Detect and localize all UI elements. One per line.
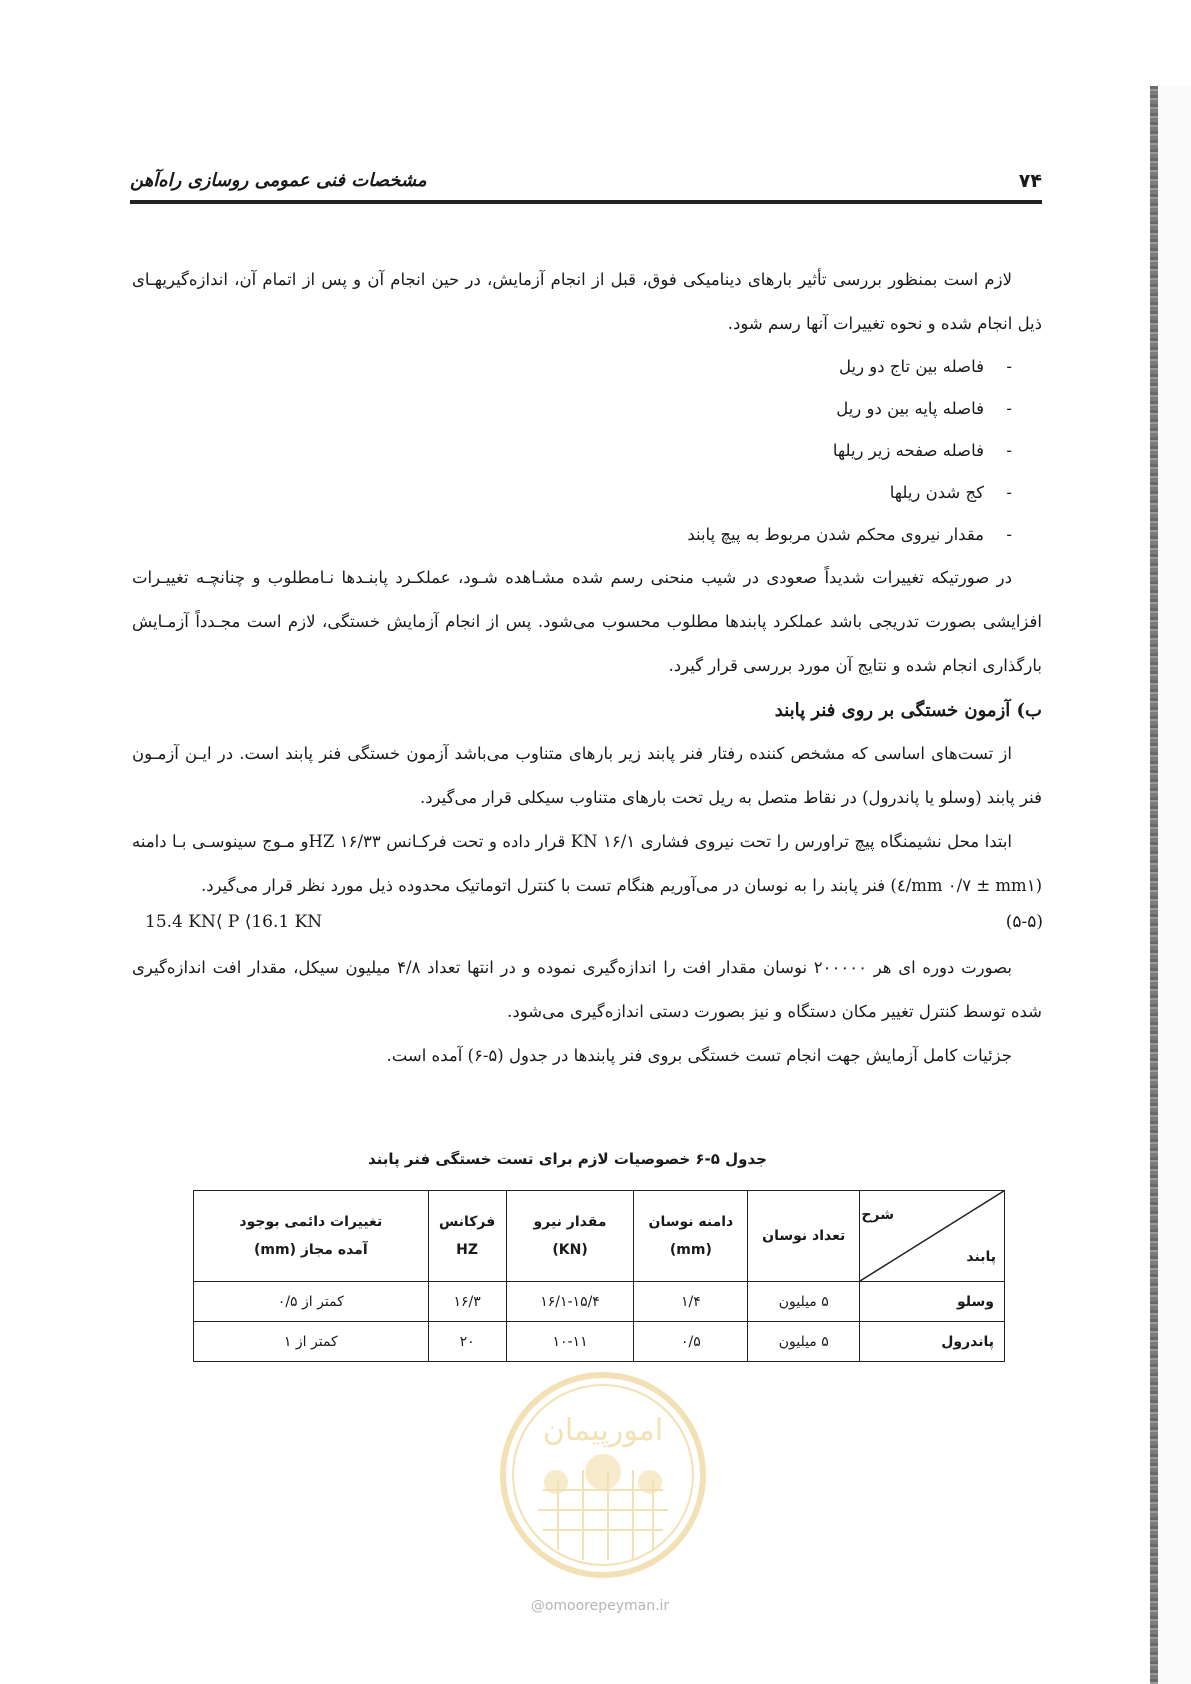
- list-item-text: فاصله صفحه زیر ریلها: [832, 441, 984, 460]
- table-cell: ۰/۵: [634, 1322, 748, 1362]
- table-cell: ۲۰: [428, 1322, 506, 1362]
- watermark-url: @omoorepeyman.ir: [530, 1598, 670, 1614]
- table-header-row: [194, 1191, 1005, 1282]
- section-paragraph-2: ابتدا محل نشیمنگاه پیچ تراورس را تحت نیروی فشاری KN ۱۶/۱ قرار داده و تحت فرکـانس HZ ۱۶/۳۳و مـوج سینوسـی بـا دامنه (mm ۰/۷ ± mm۱/٤) فنر پابند را به نوسان در می‌آوریم هنگام تست با کنترل اتوماتیک محدوده ذیل مورد نظر قرار می‌گیرد.: [132, 832, 1042, 895]
- section-paragraph-1: از تست‌های اساسی که مشخص کننده رفتار فنر پابند زیر بارهای متناوب می‌باشد آزمون خستگی فنر پابند است. در ایـن آزمـون فنر پابند (وسلو یا پاندرول) در نقاط متصل به ریل تحت بارهای متناوب سیکلی قرار می‌گیرد.: [132, 744, 1042, 807]
- post-equation-text: [132, 946, 1042, 1078]
- page-header: [130, 168, 1042, 198]
- corner-label-top: شرح: [861, 1207, 894, 1223]
- scan-edge: [1150, 86, 1158, 1684]
- table-row: [194, 1282, 1005, 1322]
- table-cell: کمتر از ۰/۵: [194, 1282, 429, 1322]
- list-item-text: کج شدن ریلها: [889, 483, 984, 502]
- table-cell: ۵ میلیون: [748, 1322, 860, 1362]
- table-cell: ۵ میلیون: [748, 1282, 860, 1322]
- list-item: [132, 346, 1012, 388]
- equation: [145, 912, 1043, 942]
- table-cell: ۱/۴: [634, 1282, 748, 1322]
- scan-margin: [1158, 86, 1191, 1684]
- list-item: [132, 472, 1012, 514]
- page-number: ۷۴: [1018, 170, 1042, 192]
- table-cell: ۱۶/۳: [428, 1282, 506, 1322]
- followup-paragraph: در صورتیکه تغییرات شدیداً صعودی در شیب منحنی رسم شده مشـاهده شـود، عملکـرد پابنـدها نـامطلوب و چنانچـه تغییـرات افزایشی بصورت تدریجی باشد عملکرد پابندها مطلوب محسوب می‌شود. پس از انجام آزمایش خستگی، لازم است مجـدداً آزمـایش بارگذاری انجام شده و نتایج آن مورد بررسی قرار گیرد.: [132, 568, 1042, 675]
- row-label: وسلو: [860, 1282, 1005, 1322]
- running-title: مشخصات فنی عمومی روسازی راه‌آهن: [130, 170, 427, 191]
- column-header: فرکانس HZ: [428, 1191, 506, 1282]
- table-cell: ۱۶/۱-۱۵/۴: [506, 1282, 634, 1322]
- bullet-dash: -: [1006, 483, 1012, 502]
- header-rule: [130, 200, 1042, 204]
- section-title: ب) آزمون خستگی بر روی فنر پابند: [774, 700, 1042, 721]
- column-header: تغییرات دائمی بوجود آمده مجاز (mm): [194, 1191, 429, 1282]
- table-cell: کمتر از ۱: [194, 1322, 429, 1362]
- measurement-list: [132, 346, 1042, 556]
- list-item-text: مقدار نیروی محکم شدن مربوط به پیچ پابند: [687, 525, 984, 544]
- equation-number: (۵-۵): [1005, 912, 1043, 932]
- row-label: پاندرول: [860, 1322, 1005, 1362]
- equation-expression: 15.4 KN⟨ P ⟨16.1 KN: [145, 912, 323, 932]
- spec-table: [193, 1190, 1005, 1362]
- column-header: دامنه نوسان (mm): [634, 1191, 748, 1282]
- table-cell: ۱۰-۱۱: [506, 1322, 634, 1362]
- column-header: تعداد نوسان: [748, 1191, 860, 1282]
- table-row: [194, 1322, 1005, 1362]
- list-item: [132, 430, 1012, 472]
- list-item-text: فاصله بین تاج دو ریل: [839, 357, 984, 376]
- table-reference-paragraph: جزئیات کامل آزمایش جهت انجام تست خستگی بروی فنر پابندها در جدول (۵-۶) آمده است.: [386, 1046, 1012, 1065]
- list-item: [132, 514, 1012, 556]
- bullet-dash: -: [1006, 357, 1012, 376]
- corner-label-bottom: پابند: [966, 1249, 996, 1265]
- main-text: [132, 258, 1042, 908]
- watermark-seal: [488, 1360, 718, 1590]
- intro-paragraph: لازم است بمنظور بررسی تأثیر بارهای دینامیکی فوق، قبل از انجام آزمایش، در حین انجام آن و پس از اتمام آن، اندازه‌گیریهـای ذیل انجام شده و نحوه تغییرات آنها رسم شود.: [132, 270, 1042, 333]
- bullet-dash: -: [1006, 525, 1012, 544]
- column-header: مقدار نیرو (KN): [506, 1191, 634, 1282]
- list-item: [132, 388, 1012, 430]
- bullet-dash: -: [1006, 399, 1012, 418]
- corner-header: [860, 1191, 1005, 1282]
- watermark-text: امورپیمان: [542, 1413, 664, 1448]
- list-item-text: فاصله پایه بین دو ریل: [836, 399, 984, 418]
- table-caption: جدول ۵-۶ خصوصیات لازم برای تست خستگی فنر پابند: [368, 1150, 767, 1168]
- measurement-paragraph: بصورت دوره ای هر ۲۰۰۰۰۰ نوسان مقدار افت را اندازه‌گیری نموده و در انتها تعداد ۴/۸ میلیون سیکل، مقدار افت اندازه‌گیری شده توسط کنترل تغییر مکان دستگاه و نیز بصورت دستی اندازه‌گیری می‌شود.: [132, 958, 1042, 1021]
- bullet-dash: -: [1006, 441, 1012, 460]
